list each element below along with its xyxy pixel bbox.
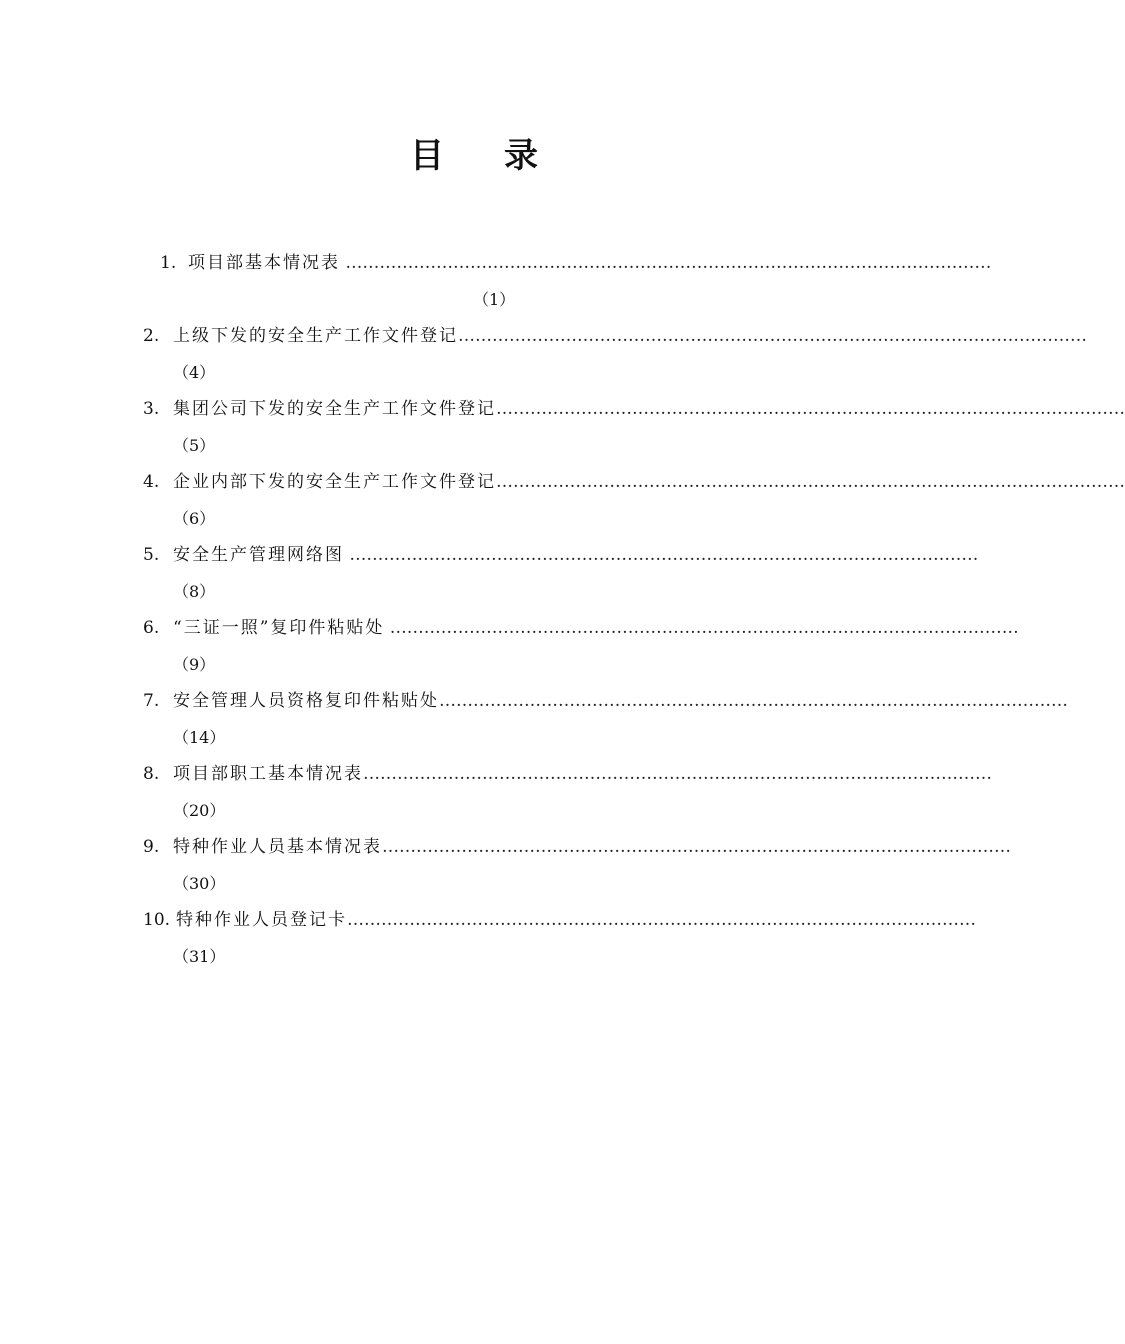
toc-entry-2-page: （4） — [173, 363, 216, 382]
toc-entry-number: 3. — [143, 399, 160, 419]
toc-entry-label: 项目部职工基本情况表 — [173, 764, 363, 784]
toc-entry-9[interactable] — [143, 835, 1011, 859]
toc-entry-label: “三证一照”复印件粘贴处 — [173, 618, 385, 638]
toc-leader-dots: ………………………………………………………………………………………………… — [496, 399, 1125, 419]
page-title — [0, 128, 950, 177]
toc-entry-number: 2. — [143, 326, 160, 346]
toc-entry-5[interactable] — [143, 543, 979, 567]
toc-entry-6[interactable] — [143, 616, 1019, 640]
toc-leader-dots: ………………………………………………………………………………………………… — [384, 618, 1019, 638]
toc-entry-label: 项目部基本情况表 — [188, 253, 340, 273]
toc-entry-10[interactable] — [143, 908, 976, 932]
toc-leader-dots: …………………………………………………………………………………………………… — [340, 253, 992, 273]
title-char-1: 目 — [410, 136, 446, 176]
toc-entry-number: 5. — [143, 545, 160, 565]
toc-leader-dots: ………………………………………………………………………………………………… — [458, 326, 1087, 346]
toc-entry-number: 9. — [143, 837, 160, 857]
toc-entry-number: 1. — [160, 253, 177, 273]
toc-entry-number: 7. — [143, 691, 160, 711]
toc-entry-7-page: （14） — [173, 728, 226, 747]
toc-leader-dots: ………………………………………………………………………………………………… — [363, 764, 992, 784]
toc-entry-7[interactable] — [143, 689, 1068, 713]
toc-entry-label: 安全管理人员资格复印件粘贴处 — [173, 691, 439, 711]
toc-entry-number: 8. — [143, 764, 160, 784]
toc-entry-4[interactable] — [143, 470, 1125, 494]
toc-entry-label: 集团公司下发的安全生产工作文件登记 — [173, 399, 496, 419]
toc-entry-number: 10. — [143, 910, 171, 930]
toc-leader-dots: ………………………………………………………………………………………………… — [496, 472, 1125, 492]
toc-leader-dots: ………………………………………………………………………………………………… — [347, 910, 976, 930]
toc-entry-label: 上级下发的安全生产工作文件登记 — [173, 326, 458, 346]
toc-leader-dots: ………………………………………………………………………………………………… — [382, 837, 1011, 857]
toc-entry-label: 特种作业人员基本情况表 — [173, 837, 382, 857]
toc-entry-number: 4. — [143, 472, 160, 492]
toc-entry-number: 6. — [143, 618, 160, 638]
toc-entry-8[interactable] — [143, 762, 992, 786]
toc-entry-8-page: （20） — [173, 801, 226, 820]
toc-entry-label: 特种作业人员登记卡 — [176, 910, 347, 930]
toc-entry-9-page: （30） — [173, 874, 226, 893]
title-char-2: 录 — [504, 136, 540, 176]
toc-entry-6-page: （9） — [173, 655, 216, 674]
toc-entry-5-page: （8） — [173, 582, 216, 601]
toc-entry-10-page: （31） — [173, 947, 226, 966]
toc-entry-1[interactable] — [160, 251, 992, 275]
toc-entry-2[interactable] — [143, 324, 1087, 348]
toc-entry-label: 企业内部下发的安全生产工作文件登记 — [173, 472, 496, 492]
toc-leader-dots: ………………………………………………………………………………………………… — [344, 545, 979, 565]
toc-entry-label: 安全生产管理网络图 — [173, 545, 344, 565]
toc-entry-3[interactable] — [143, 397, 1125, 421]
toc-leader-dots: ………………………………………………………………………………………………… — [439, 691, 1068, 711]
toc-entry-1-page: （1） — [473, 290, 516, 309]
toc-entry-3-page: （5） — [173, 436, 216, 455]
toc-entry-4-page: （6） — [173, 509, 216, 528]
